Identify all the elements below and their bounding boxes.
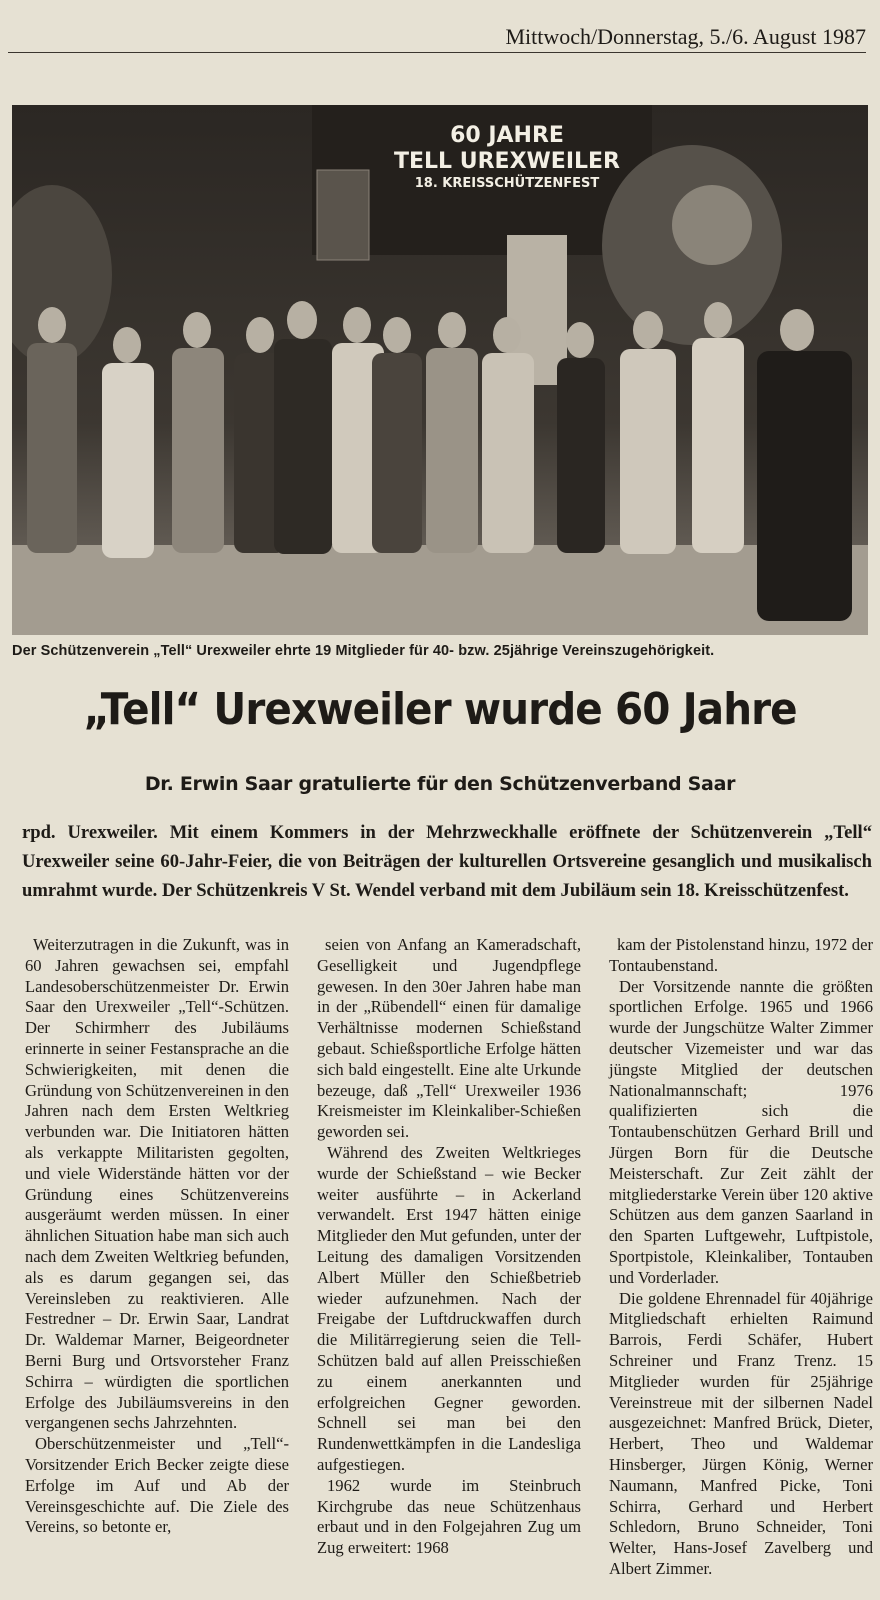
banner-line-3: 18. KREISSCHÜTZENFEST bbox=[414, 176, 600, 191]
paragraph: Weiterzutragen in die Zukunft, was in 60 Jahren gewachsen sei, empfahl Landesoberschützenmeister Dr. Erwin Saar den Urexweiler „Tell“-Schützen. Der Schirmherr des Jubiläums erinnerte in seiner Festansprache an die Schwierigkeiten, mit denen die Gründung von Schützenvereinen in den Jahren nach dem Ersten Weltkrieg verbunden war. Die Initiatoren hätten als verkappte Militaristen gegolten, und viele Widerstände hätten vor der Gründung eines Schützenvereins ausgeräumt werden müssen. In einer ähnlichen Situation habe man sich auch nach dem Zweiten Weltkrieg befunden, als es darum gegangen sei, das Vereinsleben zu reaktivieren. Alle Festredner – Dr. Erwin Saar, Landrat Dr. Waldemar Marner, Beigeordneter Berni Burg und Ortsvorsteher Franz Schirra – würdigten die sportlichen Erfolge des Jubiläumsvereins in den vergangenen sechs Jahrzehnten. bbox=[25, 935, 289, 1433]
paragraph: Die goldene Ehrennadel für 40jährige Mitgliedschaft erhielten Raimund Barrois, Ferdi Schäfer, Hubert Schreiner und Franz Trenz. 15 Mitglieder wurden für 25jährige Vereinstreue mit der silbernen Nadel ausgezeichnet: Manfred Brück, Dieter, Herbert, Theo und Waldemar Hinsberger, Jürgen König, Werner Naumann, Manfred Picke, Toni Schirra, Gerhard und Herbert Schledorn, Bruno Schneider, Toni Welter, Hans-Josef Zavelberg und Albert Zimmer. bbox=[609, 1288, 873, 1578]
headline: „Tell“ Urexweiler wurde 60 Jahre bbox=[83, 684, 797, 735]
stage-banner bbox=[377, 123, 637, 193]
paragraph: Der Vorsitzende nannte die größten sportlichen Erfolge. 1965 und 1966 wurde der Jungschütze Walter Zimmer deutscher Vizemeister und war das jüngste Mitglied der deutschen Nationalmannschaft; 1976 qualifizierten sich die Tontaubenschützen Gerhard Brill und Jürgen Born für die Deutsche Meisterschaft. Zur Zeit zählt der mitgliederstarke Verein über 120 aktive Schützen aus dem ganzen Saarland in den Sparten Luftgewehr, Luftpistole, Sportpistole, Kleinkaliber, Tontauben und Vorderlader. bbox=[609, 976, 873, 1287]
paragraph: Oberschützenmeister und „Tell“-Vorsitzender Erich Becker zeigte diese Erfolge im Auf und Ab der Vereinsgeschichte auf. Die Ziele des Vereins, so betonte er, bbox=[25, 1434, 289, 1537]
column-3 bbox=[609, 935, 873, 1590]
lead-paragraph: rpd. Urexweiler. Mit einem Kommers in der Mehrzweckhalle eröffnete der Schützenverein „Tell“ Urexweiler seine 60-Jahr-Feier, die von Beiträgen der kulturellen Ortsvereine gesanglich und musikalisch umrahmt wurde. Der Schützenkreis V St. Wendel verband mit dem Jubiläum sein 18. Kreisschützenfest. bbox=[22, 822, 872, 901]
paragraph: Während des Zweiten Weltkrieges wurde der Schießstand – wie Becker weiter ausführte – in Ackerland verwandelt. Erst 1947 hätten einige Mitglieder den Mut gefunden, unter der Leitung des damaligen Vorsitzenden Albert Müller den Schießbetrieb wieder aufzunehmen. Nach der Freigabe der Luftdruckwaffen durch die Militärregierung seien die Tell-Schützen bald auf allen Preisschießen zu einem anerkannten und erfolgreichen Gegner geworden. Schnell sei man bei den Rundenwettkämpfen in die Landesliga aufgestiegen. bbox=[317, 1142, 581, 1474]
article-body bbox=[25, 935, 873, 1590]
paragraph: kam der Pistolenstand hinzu, 1972 der Tontaubenstand. bbox=[609, 935, 873, 975]
paragraph: seien von Anfang an Kameradschaft, Geselligkeit und Jugendpflege gewesen. In den 30er Jahren habe man in der „Rübendell“ einen für damalige Verhältnisse modernen Schießstand gebaut. Schießsportliche Erfolge hätten sich bald eingestellt. Eine alte Urkunde bezeuge, daß „Tell“ Urexweiler 1936 Kreismeister im Kleinkaliber-Schießen geworden sei. bbox=[317, 935, 581, 1142]
banner-line-2: TELL UREXWEILER bbox=[394, 149, 620, 174]
subheadline: Dr. Erwin Saar gratulierte für den Schützenverband Saar bbox=[144, 773, 736, 795]
dateline: Mittwoch/Donnerstag, 5./6. August 1987 bbox=[8, 18, 866, 53]
banner-line-1: 60 JAHRE bbox=[450, 123, 564, 148]
photo-caption: Der Schützenverein „Tell“ Urexweiler ehrte 19 Mitglieder für 40- bzw. 25jährige Vereinszugehörigkeit. bbox=[12, 643, 715, 659]
column-1 bbox=[25, 935, 289, 1590]
paragraph: 1962 wurde im Steinbruch Kirchgrube das neue Schützenhaus erbaut und in den Folgejahren Zug um Zug erweitert: 1968 bbox=[317, 1475, 581, 1558]
column-2 bbox=[317, 935, 581, 1590]
group-photo bbox=[12, 105, 868, 635]
